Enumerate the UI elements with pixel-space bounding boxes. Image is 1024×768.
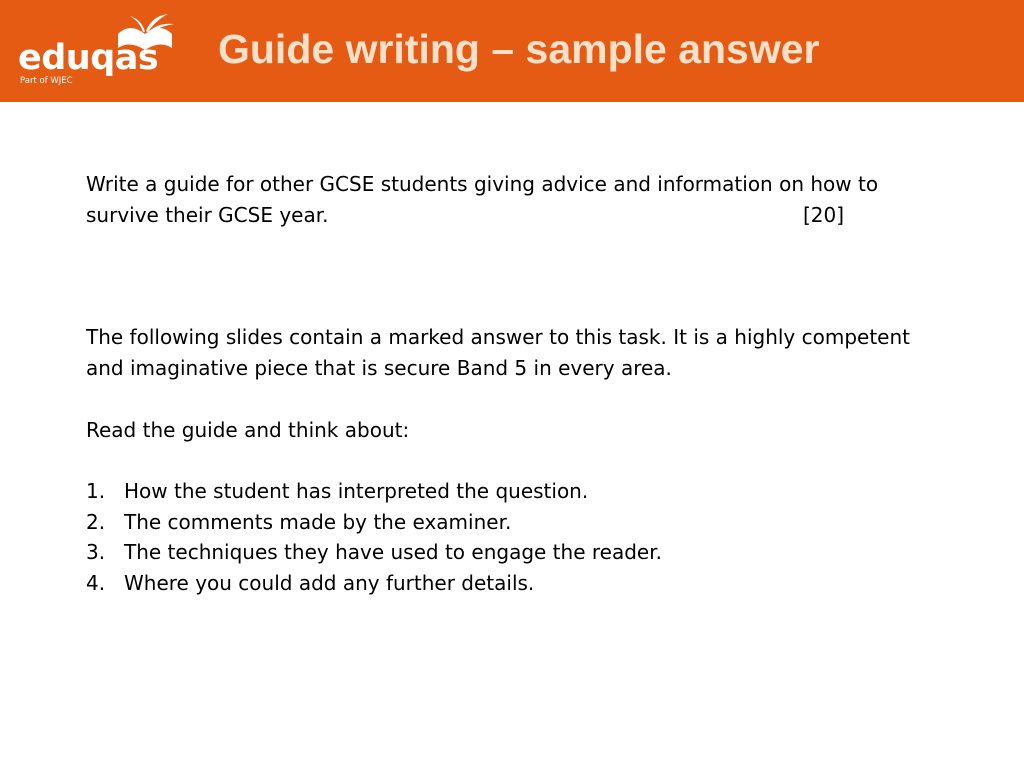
list-item-number: 3. — [86, 540, 106, 564]
logo-wordmark: eduqas — [18, 38, 159, 78]
list-item-text: The comments made by the examiner. — [124, 509, 512, 534]
intro-line-1: The following slides contain a marked answer to this task. It is a highly competent — [86, 325, 911, 349]
eduqas-logo — [18, 12, 168, 90]
list-item — [86, 568, 662, 599]
list-item-number: 4. — [86, 570, 106, 595]
task-line-1: Write a guide for other GCSE students giving advice and information on how to — [86, 172, 879, 196]
slide-title: Guide writing – sample answer — [218, 26, 820, 72]
list-item-text: The techniques they have used to engage the reader. — [124, 540, 662, 564]
task-line-2: survive their GCSE year. — [86, 202, 329, 227]
intro-paragraph — [86, 322, 966, 383]
list-item — [86, 476, 662, 507]
list-item-text: How the student has interpreted the question. — [124, 479, 589, 503]
list-item-number: 2. — [86, 509, 106, 534]
intro-line-2: and imaginative piece that is secure Band 5 in every area. — [86, 355, 672, 380]
list-item-number: 1. — [86, 479, 106, 503]
instruction-text: Read the guide and think about: — [86, 418, 410, 442]
logo-tagline: Part of WJEC — [20, 76, 73, 86]
list-item — [86, 537, 662, 568]
list-item-text: Where you could add any further details. — [124, 570, 535, 595]
task-line-2-row — [86, 200, 846, 231]
list-item — [86, 507, 662, 538]
question-list — [86, 476, 662, 598]
task-prompt — [86, 169, 946, 230]
header-band — [0, 0, 1024, 102]
task-marks: [20] — [803, 202, 845, 227]
